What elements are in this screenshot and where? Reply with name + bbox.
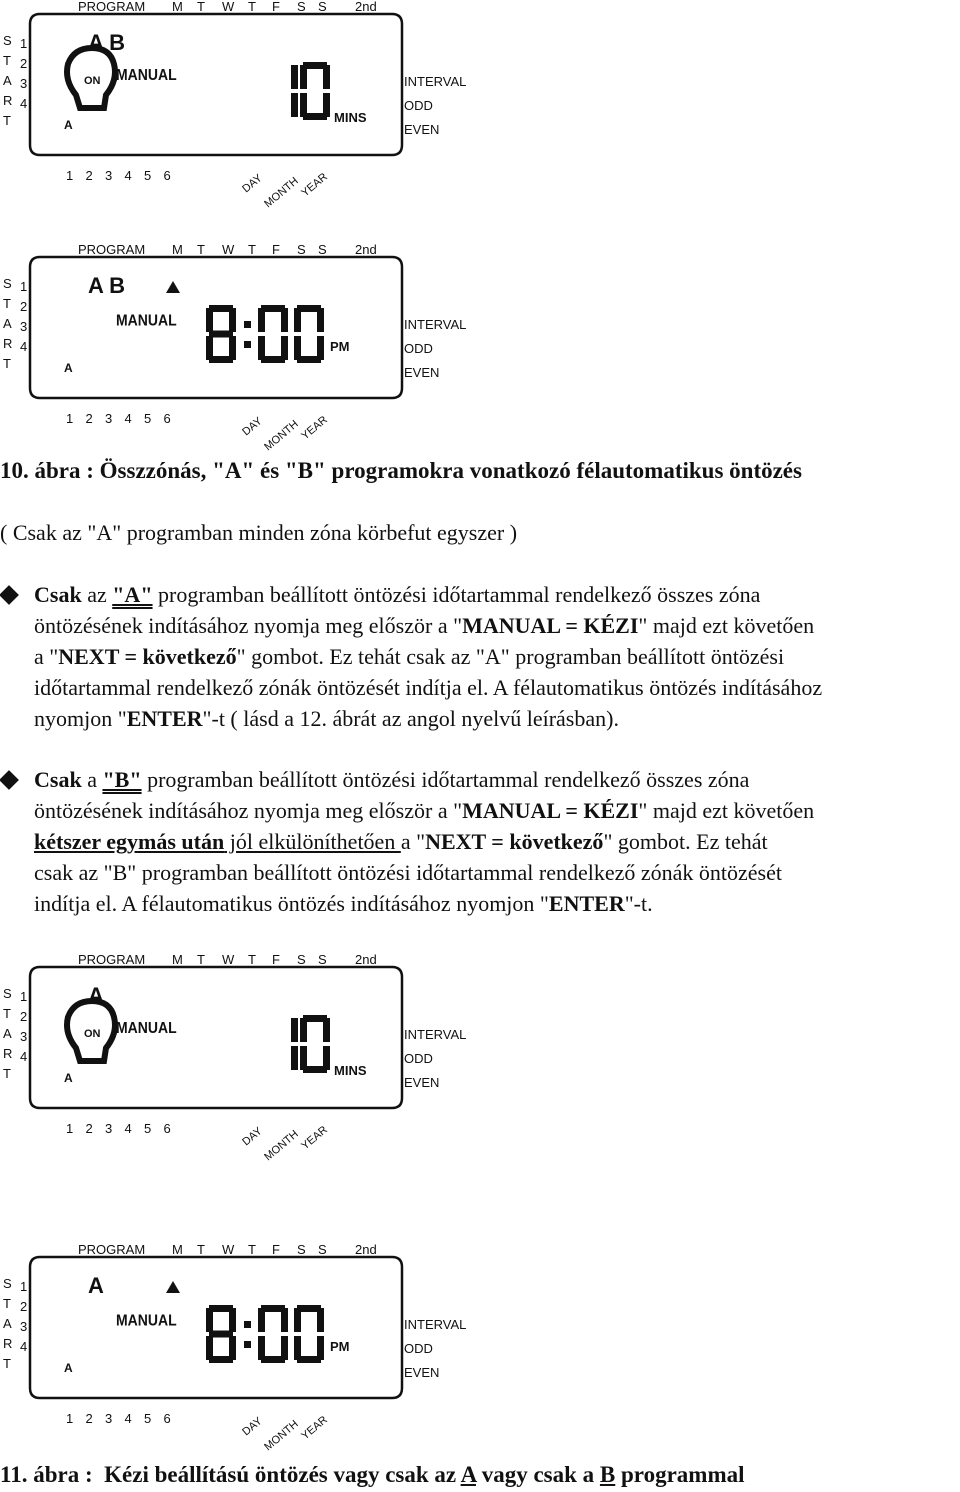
day-letter: S (318, 1243, 327, 1257)
text-span: " majd ezt követően (638, 613, 815, 638)
text-span: a " (34, 644, 59, 669)
seven-segment-digit (291, 1018, 298, 1070)
zone-number: 2 (20, 1009, 28, 1024)
day-label: DAY (240, 1415, 265, 1439)
program-label: PROGRAM (78, 243, 146, 257)
day-letter: T (197, 243, 205, 257)
program-a-marker: A (64, 1361, 73, 1375)
enter-key-label: ENTER (548, 891, 625, 916)
start-letter: R (3, 93, 13, 108)
bottom-zone-number: 4 (124, 168, 132, 183)
odd-label: ODD (404, 1051, 433, 1066)
bottom-zone-number: 5 (144, 1411, 152, 1426)
bottom-zone-number: 5 (144, 168, 152, 183)
text-span: indítja el. A félautomatikus öntözés indításához nyomjon " (34, 891, 549, 916)
program-a-marker: A (64, 361, 73, 375)
day-letter: S (297, 953, 306, 967)
pm-label: PM (330, 339, 350, 354)
next-key-label: NEXT = következő (58, 644, 237, 669)
lcd-display-4 (0, 1243, 480, 1463)
manual-label: MANUAL (116, 1311, 177, 1330)
zone-number: 4 (20, 339, 28, 354)
second-label: 2nd (355, 243, 377, 257)
day-letter: T (197, 1243, 205, 1257)
zone-number: 4 (20, 1049, 28, 1064)
text-span: a " (400, 829, 426, 854)
day-letter: F (272, 0, 280, 14)
zone-number: 4 (20, 1339, 28, 1354)
program-label: PROGRAM (78, 0, 146, 14)
lcd-display-2 (0, 243, 480, 463)
bottom-zone-number: 3 (105, 1411, 113, 1426)
lcd-screen-frame (30, 1257, 402, 1398)
start-letter: S (3, 1276, 12, 1291)
second-label: 2nd (355, 1243, 377, 1257)
month-label: MONTH (262, 1418, 301, 1454)
triangle-indicator-icon (166, 281, 180, 293)
bottom-zone-number: 4 (124, 411, 132, 426)
day-letter: F (272, 953, 280, 967)
day-letter: W (222, 243, 235, 257)
text-span: "-t. (624, 891, 653, 916)
bottom-zone-number: 1 (66, 1121, 74, 1136)
manual-label: MANUAL (116, 1019, 177, 1038)
day-letter: S (297, 243, 306, 257)
zone-number: 3 (20, 76, 28, 91)
figure-10-subcaption: ( Csak az "A" programban minden zóna körbefut egyszer ) (0, 520, 518, 545)
start-letter: T (3, 1356, 11, 1371)
second-label: 2nd (355, 0, 377, 14)
program-indicator: A (88, 1273, 104, 1298)
text-span: vagy csak a (475, 1462, 600, 1487)
colon-dot (244, 341, 251, 348)
text-span: az (81, 582, 113, 607)
start-letter: A (3, 73, 12, 88)
seven-segment-digit (291, 65, 298, 117)
bottom-zone-number: 6 (163, 411, 171, 426)
manual-key-label: MANUAL = KÉZI (462, 613, 639, 638)
day-letter: S (297, 1243, 306, 1257)
start-letter: R (3, 1046, 13, 1061)
text-span: öntözésének indításához nyomja meg először a " (34, 613, 463, 638)
enter-key-label: ENTER (126, 706, 203, 731)
seven-segment-digit (206, 1305, 236, 1363)
start-letter: T (3, 356, 11, 371)
start-letter: T (3, 113, 11, 128)
even-label: EVEN (404, 1075, 440, 1090)
day-label: DAY (240, 415, 265, 439)
seven-segment-digit (258, 305, 288, 363)
text-line: időtartammal rendelkező zónák öntözését indítja el. A félautomatikus öntözés indításához (34, 675, 823, 700)
interval-label: INTERVAL (404, 1027, 467, 1042)
day-letter: F (272, 243, 280, 257)
start-letter: R (3, 336, 13, 351)
program-a-marker: A (64, 1071, 73, 1085)
text-span: A (460, 1462, 476, 1487)
text-span: Csak (34, 767, 82, 792)
day-label: DAY (240, 1125, 265, 1149)
even-label: EVEN (404, 365, 440, 380)
year-label: YEAR (299, 1123, 330, 1153)
bottom-zone-number: 6 (163, 168, 171, 183)
year-label: YEAR (299, 170, 330, 200)
text-span: "-t ( lásd a 12. ábrát az angol nyelvű leírásban). (202, 706, 619, 731)
text-span: nyomjon " (34, 706, 127, 731)
bottom-zone-number: 6 (163, 1411, 171, 1426)
day-letter: M (172, 0, 183, 14)
text-span: Kézi beállítású öntözés vagy csak az (104, 1462, 461, 1487)
even-label: EVEN (404, 122, 440, 137)
triangle-indicator-icon (166, 1281, 180, 1293)
start-letter: A (3, 1316, 12, 1331)
text-span: " gombot. Ez tehát (603, 829, 768, 854)
day-letter: T (248, 953, 256, 967)
diamond-bullet-icon (0, 585, 19, 605)
second-label: 2nd (355, 953, 377, 967)
start-letter: T (3, 1006, 11, 1021)
zone-number: 2 (20, 299, 28, 314)
bottom-zone-number: 1 (66, 411, 74, 426)
bottom-zone-number: 5 (144, 411, 152, 426)
colon-dot (244, 321, 251, 328)
day-letter: W (222, 0, 235, 14)
day-letter: S (318, 953, 327, 967)
mins-label: MINS (334, 110, 367, 125)
interval-label: INTERVAL (404, 74, 467, 89)
program-label: PROGRAM (78, 953, 146, 967)
day-letter: M (172, 953, 183, 967)
day-letter: T (248, 243, 256, 257)
seven-segment-digit (206, 305, 236, 363)
text-span: programban beállított öntözési időtartammal rendelkező összes zóna (141, 767, 750, 792)
interval-label: INTERVAL (404, 1317, 467, 1332)
start-letter: R (3, 1336, 13, 1351)
start-letter: T (3, 1296, 11, 1311)
program-a-marker: A (64, 118, 73, 132)
start-letter: T (3, 1066, 11, 1081)
zone-number: 3 (20, 319, 28, 334)
day-letter: T (197, 0, 205, 14)
start-letter: A (3, 316, 12, 331)
start-letter: T (3, 296, 11, 311)
program-label: PROGRAM (78, 1243, 146, 1257)
text-span: B (599, 1462, 616, 1487)
start-letter: T (3, 53, 11, 68)
pm-label: PM (330, 1339, 350, 1354)
bottom-zone-number: 4 (124, 1121, 132, 1136)
zone-number: 1 (20, 989, 28, 1004)
bottom-zone-number: 2 (85, 411, 93, 426)
text-span: öntözésének indításához nyomja meg először a " (34, 798, 463, 823)
next-key-label: NEXT = következő (425, 829, 604, 854)
zone-number: 3 (20, 1029, 28, 1044)
seven-segment-digit (300, 1015, 330, 1073)
even-label: EVEN (404, 1365, 440, 1380)
program-b-label: "B" (102, 767, 142, 792)
bottom-zone-number: 3 (105, 411, 113, 426)
odd-label: ODD (404, 1341, 433, 1356)
mins-label: MINS (334, 1063, 367, 1078)
bottom-zone-number: 4 (124, 1411, 132, 1426)
interval-label: INTERVAL (404, 317, 467, 332)
day-letter: T (248, 1243, 256, 1257)
day-label: DAY (240, 172, 265, 196)
day-letter: S (318, 243, 327, 257)
bottom-zone-number: 1 (66, 168, 74, 183)
on-label: ON (84, 1028, 101, 1040)
colon-dot (244, 1321, 251, 1328)
start-letter: S (3, 986, 12, 1001)
text-span: " majd ezt követően (638, 798, 815, 823)
manual-label: MANUAL (116, 66, 177, 85)
start-letter: A (3, 1026, 12, 1041)
zone-number: 1 (20, 1279, 28, 1294)
program-indicator: A (88, 983, 104, 1008)
start-letter: S (3, 276, 12, 291)
bottom-zone-number: 2 (85, 168, 93, 183)
start-letter: S (3, 33, 12, 48)
zone-number: 2 (20, 1299, 28, 1314)
seven-segment-digit (294, 1305, 324, 1363)
month-label: MONTH (262, 418, 301, 454)
colon-dot (244, 1341, 251, 1348)
bottom-zone-number: 5 (144, 1121, 152, 1136)
figure-11-caption (0, 1462, 745, 1488)
text-span: programban beállított öntözési időtartammal rendelkező összes zóna (152, 582, 761, 607)
month-label: MONTH (262, 1128, 301, 1164)
day-letter: S (318, 0, 327, 14)
text-line: csak az "B" programban beállított öntözési időtartammal rendelkező zónák öntözését (34, 860, 782, 885)
program-indicator: A B (88, 273, 126, 298)
zone-number: 1 (20, 36, 28, 51)
bottom-zone-number: 3 (105, 1121, 113, 1136)
bottom-zone-number: 3 (105, 168, 113, 183)
day-letter: F (272, 1243, 280, 1257)
year-label: YEAR (299, 1413, 330, 1443)
lcd-screen-frame (30, 257, 402, 398)
odd-label: ODD (404, 98, 433, 113)
figure-10-caption: 10. ábra : Összzónás, "A" és "B" programokra vonatkozó félautomatikus öntözés (0, 458, 802, 483)
bottom-zone-number: 2 (85, 1121, 93, 1136)
zone-number: 3 (20, 1319, 28, 1334)
diamond-bullet-icon (0, 770, 19, 790)
bottom-zone-number: 2 (85, 1411, 93, 1426)
text-span: jól elkülöníthetően (224, 829, 401, 854)
text-span: 11. ábra : (0, 1462, 93, 1487)
on-label: ON (84, 75, 101, 87)
program-a-label: "A" (112, 582, 153, 607)
zone-number: 4 (20, 96, 28, 111)
day-letter: T (248, 0, 256, 14)
text-span: programmal (615, 1462, 745, 1487)
day-letter: M (172, 243, 183, 257)
bottom-zone-number: 1 (66, 1411, 74, 1426)
seven-segment-digit (300, 62, 330, 120)
text-span: Csak (34, 582, 82, 607)
bottom-zone-number: 6 (163, 1121, 171, 1136)
odd-label: ODD (404, 341, 433, 356)
zone-number: 1 (20, 279, 28, 294)
day-letter: W (222, 1243, 235, 1257)
program-indicator: A B (88, 30, 126, 55)
text-span: " gombot. Ez tehát csak az "A" programban beállított öntözési (236, 644, 785, 669)
day-letter: W (222, 953, 235, 967)
day-letter: S (297, 0, 306, 14)
lcd-display-3 (0, 953, 480, 1173)
year-label: YEAR (299, 413, 330, 443)
lcd-display-1 (0, 0, 480, 220)
seven-segment-digit (258, 1305, 288, 1363)
manual-label: MANUAL (116, 311, 177, 330)
text-span: a (81, 767, 103, 792)
text-span: kétszer egymás után (34, 829, 225, 854)
month-label: MONTH (262, 175, 301, 211)
zone-number: 2 (20, 56, 28, 71)
manual-key-label: MANUAL = KÉZI (462, 798, 639, 823)
day-letter: T (197, 953, 205, 967)
day-letter: M (172, 1243, 183, 1257)
seven-segment-digit (294, 305, 324, 363)
